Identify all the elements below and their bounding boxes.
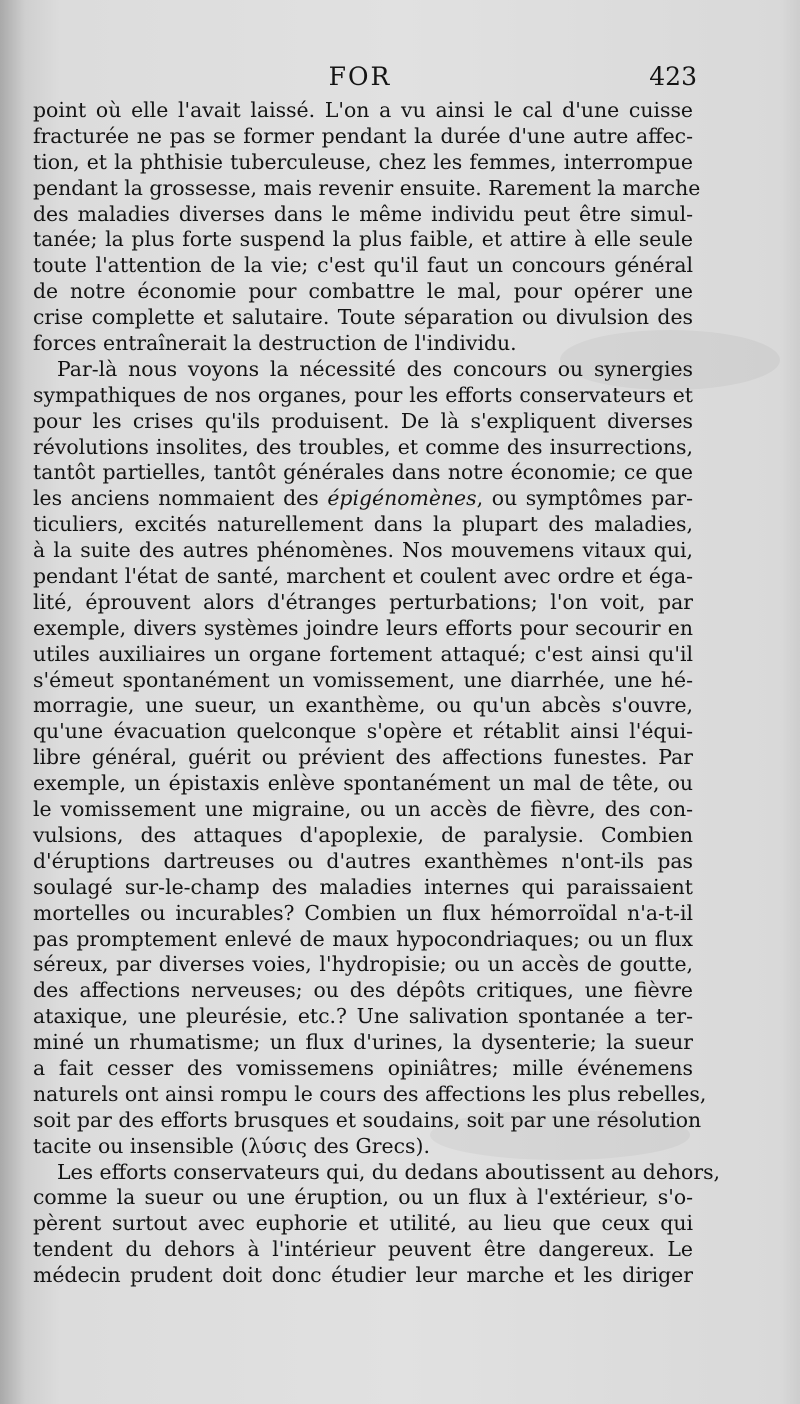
text-line: tacite ou insensible (λύσις des Grecs). (33, 1133, 430, 1158)
text-line: tanée; la plus forte suspend la plus faible, et attire à elle seule (33, 227, 693, 252)
text-line: libre général, guérit ou prévient des affections funestes. Par (33, 745, 693, 770)
body-text (33, 98, 721, 1289)
text-line: s'émeut spontanément un vomissement, une diarrhée, une hé- (33, 667, 693, 692)
running-head: FOR (328, 62, 392, 91)
text-line: comme la sueur ou une éruption, ou un flux à l'extérieur, s'o- (33, 1185, 693, 1210)
text-line: pour les crises qu'ils produisent. De là s'expliquent diverses (33, 408, 693, 433)
text-line: exemple, divers systèmes joindre leurs efforts pour secourir en (33, 615, 693, 640)
text-line: les anciens nommaient des épigénomènes, ou symptômes par- (33, 486, 694, 511)
text-line: naturels ont ainsi rompu le cours des affections les plus rebelles, (33, 1081, 707, 1106)
text-line: le vomissement une migraine, ou un accès de fièvre, des con- (33, 797, 693, 822)
text-line: tion, et la phthisie tuberculeuse, chez les femmes, interrompue (33, 149, 693, 174)
text-line: vulsions, des attaques d'apoplexie, de paralysie. Combien (33, 822, 693, 847)
text-line: pendant la grossesse, mais revenir ensuite. Rarement la marche (33, 175, 701, 200)
text-line: des maladies diverses dans le même individu peut être simul- (33, 201, 693, 226)
text-line: exemple, un épistaxis enlève spontanément un mal de tête, ou (33, 771, 693, 796)
text-line: sympathiques de nos organes, pour les efforts conservateurs et (33, 382, 693, 407)
text-line: lité, éprouvent alors d'étranges perturbations; l'on voit, par (33, 589, 693, 614)
text-line: pas promptement enlevé de maux hypocondriaques; ou un flux (33, 926, 693, 951)
text-line: pendant l'état de santé, marchent et coulent avec ordre et éga- (33, 564, 693, 589)
page-header (0, 62, 800, 96)
text-line: ataxique, une pleurésie, etc.? Une salivation spontanée a ter- (33, 1004, 693, 1029)
text-line: tantôt partielles, tantôt générales dans notre économie; ce que (33, 460, 693, 485)
text-line: médecin prudent doit donc étudier leur marche et les diriger (33, 1263, 693, 1288)
text-line: Les efforts conservateurs qui, du dedans aboutissent au dehors, (57, 1159, 721, 1184)
text-line: forces entraînerait la destruction de l'individu. (33, 331, 517, 356)
text-line: des affections nerveuses; ou des dépôts critiques, une fièvre (33, 978, 693, 1003)
text-line: séreux, par diverses voies, l'hydropisie; ou un accès de goutte, (33, 952, 693, 977)
text-line: révolutions insolites, des troubles, et comme des insurrections, (33, 434, 693, 459)
text-line: Par-là nous voyons la nécessité des concours ou synergies (57, 356, 693, 381)
text-line: mortelles ou incurables? Combien un flux hémorroïdal n'a-t-il (33, 900, 693, 925)
text-line: soit par des efforts brusques et soudains, soit par une résolution (33, 1107, 702, 1132)
text-line: qu'une évacuation quelconque s'opère et rétablit ainsi l'équi- (33, 719, 693, 744)
text-line: point où elle l'avait laissé. L'on a vu ainsi le cal d'une cuisse (33, 98, 693, 122)
text-line: tendent du dehors à l'intérieur peuvent être dangereux. Le (33, 1237, 693, 1262)
text-line: à la suite des autres phénomènes. Nos mouvemens vitaux qui, (33, 538, 693, 563)
text-line: soulagé sur-le-champ des maladies internes qui paraissaient (33, 874, 693, 899)
text-line: morragie, une sueur, un exanthème, ou qu'un abcès s'ouvre, (33, 693, 693, 718)
page-number: 423 (649, 62, 697, 91)
text-line: crise complette et salutaire. Toute séparation ou divulsion des (33, 305, 693, 330)
text-line: d'éruptions dartreuses ou d'autres exanthèmes n'ont-ils pas (33, 848, 693, 873)
text-line: utiles auxiliaires un organe fortement attaqué; c'est ainsi qu'il (33, 641, 693, 666)
text-line: fracturée ne pas se former pendant la durée d'une autre affec- (33, 123, 693, 148)
text-line: ticuliers, excités naturellement dans la plupart des maladies, (33, 512, 693, 537)
text-line: toute l'attention de la vie; c'est qu'il faut un concours général (33, 253, 693, 278)
text-line: pèrent surtout avec euphorie et utilité, au lieu que ceux qui (33, 1211, 693, 1236)
text-line: de notre économie pour combattre le mal, pour opérer une (33, 279, 693, 304)
text-line: a fait cesser des vomissemens opiniâtres; mille événemens (33, 1055, 693, 1080)
italic-term: épigénomènes (327, 486, 477, 511)
text-line: miné un rhumatisme; un flux d'urines, la dysenterie; la sueur (33, 1030, 693, 1055)
